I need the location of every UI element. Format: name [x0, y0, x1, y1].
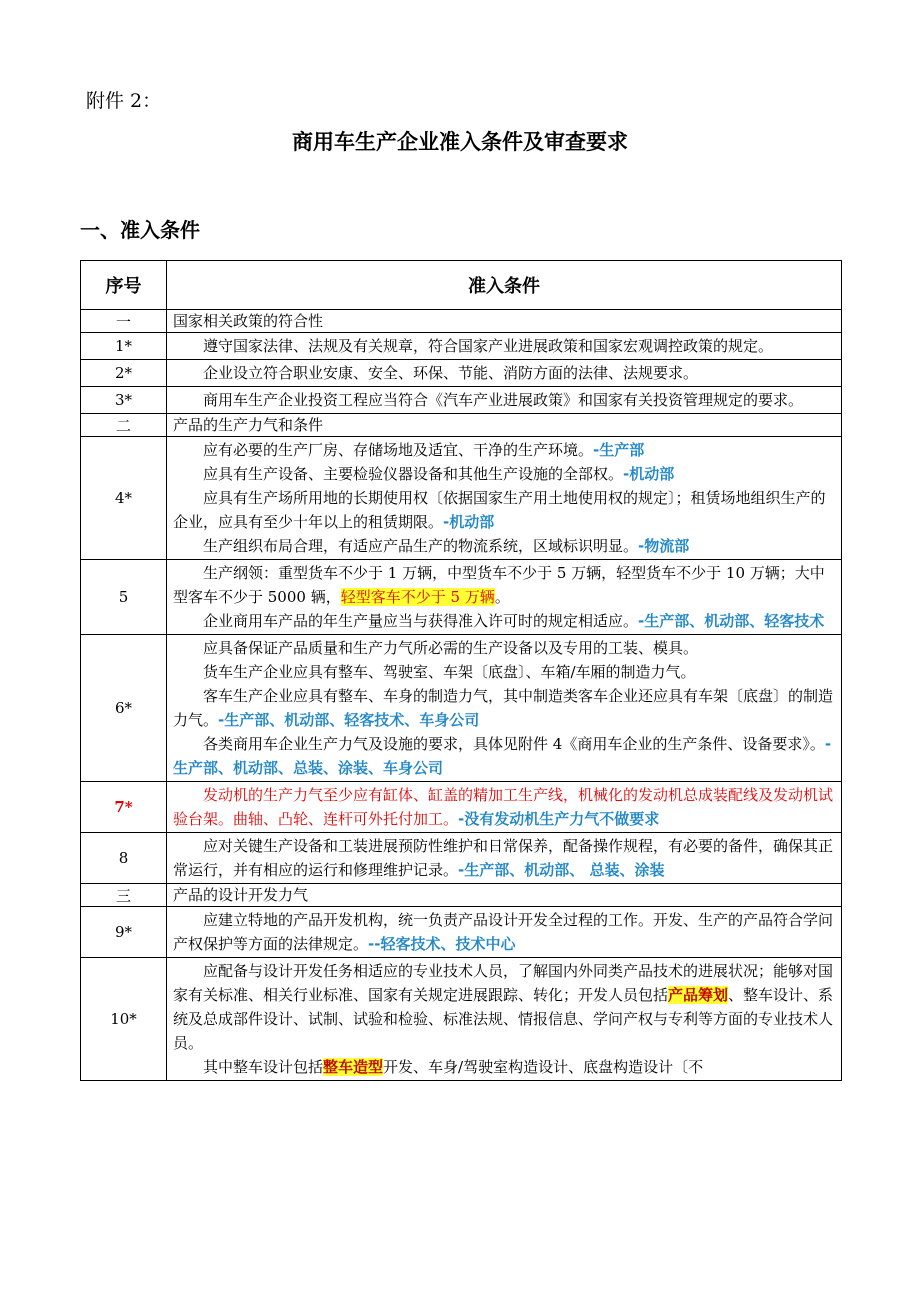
- condition-text-main: 应具有生产场所用地的长期使用权〔依据国家生产用土地使用权的规定〕；租赁场地组织生产的企业，应具有至少十年以上的租赁期限。: [173, 489, 826, 531]
- row-number: 6*: [81, 635, 167, 782]
- conditions-table: [80, 260, 842, 1081]
- condition-text-main: 各类商用车企业生产力气及设施的要求，具体见附件 4《商用车企业的生产条件、设备要求》。: [203, 735, 825, 753]
- row-number: 8: [81, 833, 167, 884]
- department-tag: -生产部: [593, 441, 645, 459]
- table-row: [81, 333, 842, 360]
- table-row: [81, 310, 842, 333]
- condition-text-main: 应有必要的生产厂房、存储场地及适宜、干净的生产环境。: [203, 441, 594, 459]
- department-tag: -生产部、机动部、轻客技术、车身公司: [218, 711, 480, 729]
- col-header-condition: 准入条件: [167, 261, 842, 310]
- condition-text: 遵守国家法律、法规及有关规章，符合国家产业进展政策和国家宏观调控政策的规定。: [203, 337, 774, 355]
- condition-text: [173, 684, 839, 732]
- condition-text: [173, 438, 839, 462]
- table-row: [81, 437, 842, 560]
- row-number: 3*: [81, 387, 167, 414]
- condition-text: [173, 908, 839, 956]
- condition-text-end: 、整车设计、系统及总成部件设计、试制、试验和检验、标准法规、情报信息、学问产权与专利等方面的专业技术人员。: [173, 986, 834, 1052]
- table-row: [81, 907, 842, 958]
- condition-text: [173, 834, 839, 882]
- condition-cell: [167, 833, 842, 884]
- category-heading: 产品的生产力气和条件: [167, 414, 842, 437]
- row-number: 1*: [81, 333, 167, 360]
- condition-text: 应具备保证产品质量和生产力气所必需的生产设备以及专用的工装、模具。: [203, 639, 699, 657]
- condition-text: [173, 1055, 839, 1079]
- table-row: [81, 958, 842, 1081]
- row-number: 9*: [81, 907, 167, 958]
- category-heading: 国家相关政策的符合性: [167, 310, 842, 333]
- row-number: 5: [81, 560, 167, 635]
- table-row: [81, 414, 842, 437]
- condition-text-main: 企业商用车产品的年生产量应当与获得准入许可时的规定相适应。: [203, 612, 639, 630]
- condition-text-main: 其中整车设计包括: [203, 1058, 324, 1076]
- department-tag: -机动部: [623, 465, 675, 483]
- condition-cell: [167, 635, 842, 782]
- condition-text-main: 生产纲领：重型货车不少于 1 万辆，中型货车不少于 5 万辆，轻型货车不少于 10 万辆；大中型客车不少于 5000 辆，: [173, 564, 825, 606]
- col-header-no: 序号: [81, 261, 167, 310]
- highlighted-text: 整车造型: [323, 1058, 384, 1076]
- condition-text-main: 应对关键生产设备和工装进展预防性维护和日常保养，配备操作规程，有必要的备件，确保其正常运行，并有相应的运行和修理维护记录。: [173, 837, 834, 879]
- row-number: 4*: [81, 437, 167, 560]
- department-tag: -机动部: [443, 513, 495, 531]
- condition-text: [173, 732, 839, 780]
- condition-cell: [167, 387, 842, 414]
- condition-text: 货车生产企业应具有整车、驾驶室、车架〔底盘〕、车箱/车厢的制造力气。: [203, 663, 696, 681]
- table-row: [81, 782, 842, 833]
- department-tag: -生产部、机动部、 总装、涂装: [458, 861, 665, 879]
- condition-cell: [167, 958, 842, 1081]
- document-title: 商用车生产企业准入条件及审查要求: [292, 130, 628, 154]
- condition-text: [173, 486, 839, 534]
- condition-cell: [167, 333, 842, 360]
- table-row: [81, 884, 842, 907]
- row-number: 一: [81, 310, 167, 333]
- condition-text: [173, 561, 839, 609]
- condition-text-main: 生产组织布局合理，有适应产品生产的物流系统，区域标识明显。: [203, 537, 639, 555]
- condition-text: [173, 783, 839, 831]
- condition-text: [173, 959, 839, 1055]
- condition-cell: [167, 360, 842, 387]
- condition-text: [173, 534, 839, 558]
- department-tag: -生产部、机动部、总装、涂装、车身公司: [173, 735, 832, 777]
- row-number: 二: [81, 414, 167, 437]
- condition-cell: [167, 560, 842, 635]
- condition-text: 商用车生产企业投资工程应当符合《汽车产业进展政策》和国家有关投资管理规定的要求。: [203, 391, 804, 409]
- department-tag: --轻客技术、技术中心: [368, 935, 516, 953]
- condition-cell: [167, 437, 842, 560]
- highlighted-text: 产品筹划: [668, 986, 729, 1004]
- department-tag: -物流部: [638, 537, 690, 555]
- table-row: [81, 387, 842, 414]
- condition-cell: [167, 782, 842, 833]
- condition-text-main: 发动机的生产力气至少应有缸体、缸盖的精加工生产线，机械化的发动机总成装配线及发动机试验台架。曲轴、凸轮、连杆可外托付加工。: [173, 786, 834, 828]
- condition-text-end: 。: [494, 588, 510, 606]
- table-row: [81, 635, 842, 782]
- attachment-label: 附件 2：: [86, 90, 162, 112]
- department-tag: -没有发动机生产力气不做要求: [458, 810, 660, 828]
- row-number: 10*: [81, 958, 167, 1081]
- condition-text-end: 开发、车身/驾驶室构造设计、底盘构造设计〔不: [383, 1058, 704, 1076]
- condition-text: [173, 462, 839, 486]
- row-number: 三: [81, 884, 167, 907]
- department-tag: -生产部、机动部、轻客技术: [638, 612, 825, 630]
- condition-cell: [167, 907, 842, 958]
- category-heading: 产品的设计开发力气: [167, 884, 842, 907]
- highlighted-text: 轻型客车不少于 5 万辆: [340, 588, 495, 606]
- condition-text-main: 应建立特地的产品开发机构，统一负责产品设计开发全过程的工作。开发、生产的产品符合学问产权保护等方面的法律规定。: [173, 911, 834, 953]
- condition-text-main: 应具有生产设备、主要检验仪器设备和其他生产设施的全部权。: [203, 465, 624, 483]
- row-number: 2*: [81, 360, 167, 387]
- section-heading: 一、准入条件: [80, 218, 200, 242]
- table-row: [81, 360, 842, 387]
- condition-text-main: 客车生产企业应具有整车、车身的制造力气，其中制造类客车企业还应具有车架〔底盘〕的制造力气。: [173, 687, 834, 729]
- condition-text-main: 应配备与设计开发任务相适应的专业技术人员，了解国内外同类产品技术的进展状况；能够对国家有关标准、相关行业标准、国家有关规定进展跟踪、转化；开发人员包括: [173, 962, 834, 1004]
- row-number: 7*: [81, 782, 167, 833]
- table-row: [81, 560, 842, 635]
- table-header-row: [81, 261, 842, 310]
- table-row: [81, 833, 842, 884]
- condition-text: [173, 609, 839, 633]
- condition-text: 企业设立符合职业安康、安全、环保、节能、消防方面的法律、法规要求。: [203, 364, 699, 382]
